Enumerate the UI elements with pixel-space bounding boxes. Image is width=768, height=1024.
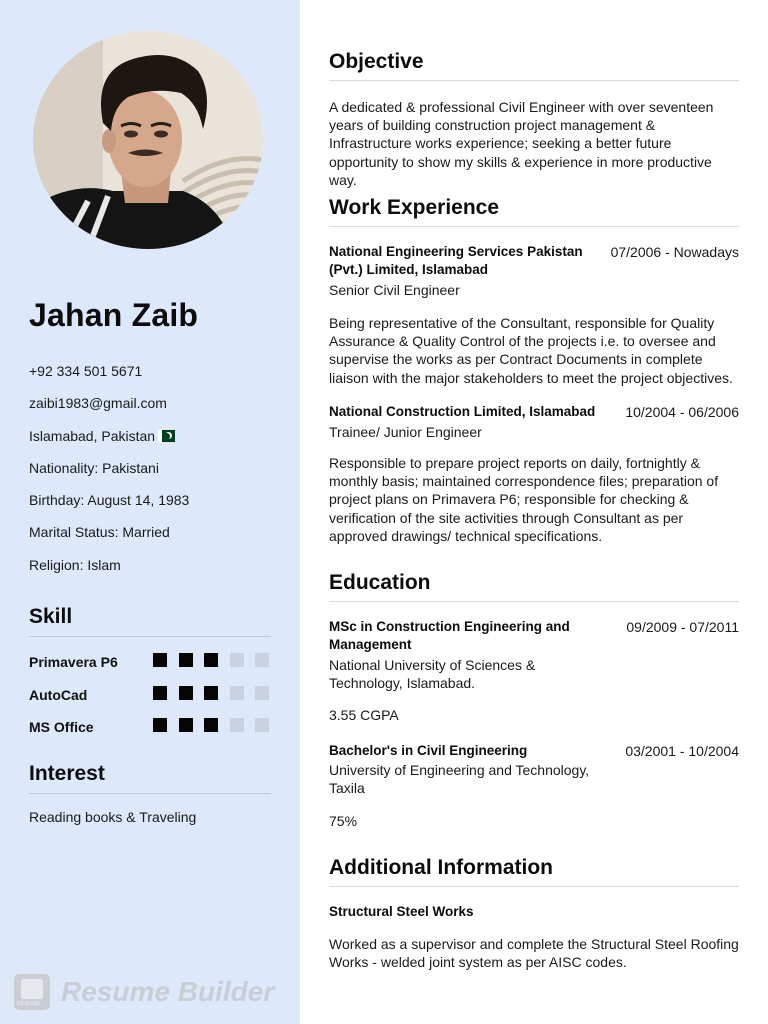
work-role: Senior Civil Engineer	[329, 282, 460, 298]
skill-level-filled	[153, 686, 167, 700]
education-degree: Bachelor's in Civil Engineering	[329, 743, 528, 758]
skill-item	[29, 650, 274, 683]
work-experience-heading: Work Experience	[329, 196, 739, 227]
work-company: National Construction Limited, Islamabad	[329, 404, 596, 419]
marital-status-text: Marital Status: Married	[29, 524, 170, 541]
skill-item	[29, 683, 274, 716]
education-grade: 75%	[329, 813, 358, 829]
nationality	[29, 459, 279, 491]
skill-level-filled	[204, 686, 218, 700]
resume-builder-watermark	[14, 974, 274, 1010]
skill-level-empty	[230, 718, 244, 732]
phone-number	[29, 362, 279, 394]
skill-list	[29, 650, 274, 748]
watermark-text: Resume Builder	[61, 976, 275, 1007]
education-institution: University of Engineering and Technology, Taxila	[329, 762, 590, 797]
work-description: Responsible to prepare project reports on daily, fortnightly & monthly basis; maintained correspondence files; preparation of project plans on Primavera P6; responsible for checking & verification of the site activities through Consultant as per approved drawings/ technical specifications.	[329, 455, 719, 544]
main-content	[300, 0, 768, 1024]
skill-level-filled	[153, 653, 167, 667]
skill-level-filled	[153, 718, 167, 732]
contact-details	[29, 362, 279, 588]
education-heading: Education	[329, 571, 739, 602]
skill-item	[29, 715, 274, 748]
birthday-text: Birthday: August 14, 1983	[29, 492, 190, 509]
skill-level-filled	[179, 718, 193, 732]
work-role: Trainee/ Junior Engineer	[329, 424, 482, 440]
resume-builder-logo-icon	[14, 974, 50, 1010]
skill-name: Primavera P6	[29, 654, 118, 670]
work-description: Being representative of the Consultant, responsible for Quality Assurance & Quality Control of the projects i.e. to oversee and supervise the works as per Contract Documents in complete liaison with the major stakeholders to meet the project objectives.	[329, 315, 733, 386]
skill-name: AutoCad	[29, 686, 88, 703]
birthday	[29, 491, 279, 523]
religion	[29, 556, 279, 588]
additional-info-heading: Additional Information	[329, 856, 739, 887]
work-dates: 07/2006 - Nowadays	[610, 244, 739, 260]
phone-text: +92 334 501 5671	[29, 363, 143, 379]
work-company: National Engineering Services Pakistan (Pvt.) Limited, Islamabad	[329, 244, 583, 278]
sidebar	[0, 0, 300, 1024]
profile-photo-image	[33, 31, 263, 249]
skill-level-filled	[179, 686, 193, 700]
skill-level-indicator	[153, 686, 281, 700]
work-dates: 10/2004 - 06/2006	[625, 404, 739, 420]
skill-level-empty	[255, 686, 269, 700]
nationality-text: Nationality: Pakistani	[29, 459, 159, 476]
skill-name: MS Office	[29, 719, 94, 735]
additional-info-title: Structural Steel Works	[329, 904, 474, 919]
interest-text: Reading books & Traveling	[29, 809, 197, 825]
skill-level-empty	[230, 653, 244, 667]
skill-level-indicator	[153, 653, 281, 667]
pakistan-flag-icon	[158, 430, 175, 442]
additional-info-text: Worked as a supervisor and complete the Structural Steel Roofing Works - welded joint system as per AISC codes.	[329, 936, 739, 971]
education-dates: 03/2001 - 10/2004	[625, 743, 739, 759]
location-text: Islamabad, Pakistan	[29, 427, 156, 444]
interest-heading: Interest	[29, 762, 271, 794]
skill-level-empty	[255, 718, 269, 732]
skill-level-empty	[255, 653, 269, 667]
marital-status	[29, 523, 279, 555]
religion-text: Religion: Islam	[29, 556, 121, 573]
skill-level-empty	[230, 686, 244, 700]
objective-heading: Objective	[329, 50, 739, 81]
skill-level-indicator	[153, 718, 281, 732]
email-text: zaibi1983@gmail.com	[29, 395, 167, 412]
profile-photo	[33, 31, 263, 249]
education-institution: National University of Sciences & Technology, Islamabad.	[329, 657, 536, 692]
education-grade: 3.55 CGPA	[329, 707, 399, 723]
education-dates: 09/2009 - 07/2011	[626, 619, 739, 635]
objective-text: A dedicated & professional Civil Engineer with over seventeen years of building construction project management & Infrastructure works experience; seeking a better future opportunity to show my skills & experience in more productive way.	[329, 99, 714, 188]
education-degree: MSc in Construction Engineering and Management	[329, 619, 570, 653]
profile-name: Jahan Zaib	[29, 297, 199, 333]
skill-level-filled	[204, 718, 218, 732]
skill-level-filled	[179, 653, 193, 667]
skill-heading: Skill	[29, 605, 271, 637]
skill-level-filled	[204, 653, 218, 667]
location	[29, 427, 279, 459]
email-address	[29, 394, 279, 426]
